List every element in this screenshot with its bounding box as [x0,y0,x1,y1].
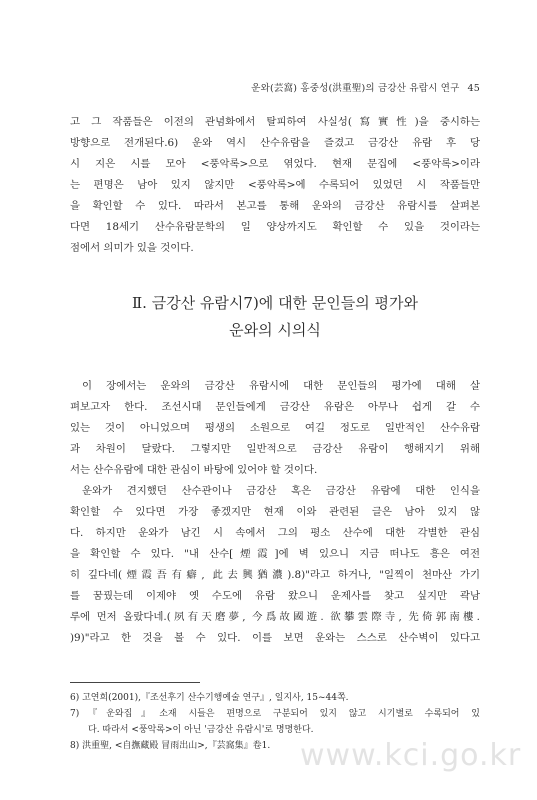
footnote-7: 7)『운와집』소재 시들은 편명으로 구분되어 있지 않고 시기별로 수록되어 있 [70,709,480,719]
body-line: 을 확인할 수 있다. 따라서 본고를 통해 운와의 금강산 유람시를 살펴본 [70,200,480,212]
body-line: 를 꿈꿨는데 이제야 옛 수도에 유람 왔으니 운제사를 찾고 싶지만 곽남 [70,590,480,602]
body-line: 시 지은 시를 모아 <풍악록>으로 엮었다. 현재 문집에 <풍악록>이라 [70,158,480,170]
body-line: 이 장에서는 운와의 금강산 유람시에 대한 문인들의 평가에 대해 살 [82,380,480,392]
body-line: 확인할 수 있다면 가장 좋겠지만 현재 이와 관련된 글은 남아 있지 않 [70,506,480,518]
section-heading [70,290,480,344]
footnote-8: 8) 洪重聖, <自撫藏殿 冒雨出山>,『芸窩集』卷1. [70,741,271,751]
body-line: 과 차원이 달랐다. 그렇지만 일반적으로 금강산 유람이 행해지기 위해 [70,443,480,455]
body-line: 다. 하지만 운와가 남긴 시 속에서 그의 평소 산수에 대한 각별한 관심 [70,527,480,539]
body-line: 방향으로 전개된다.6) 운와 역시 산수유람을 즐겼고 금강산 유람 후 당 [70,137,480,149]
body-line: 루에 먼저 올랐다네.(夙有天磨夢, 今爲故國遊. 欲攀雲際寺, 先倚郭南樓. [70,611,480,623]
footnote-6: 6) 고연희(2001),『조선후기 산수기행예술 연구』, 일지사, 15~44쪽. [70,693,349,703]
section-heading-line2: 운와의 시의식 [229,321,321,339]
body-line: 점에서 의미가 있을 것이다. [70,242,194,254]
footnote-divider [70,682,200,683]
running-head [70,80,480,94]
paragraph-landscape [70,481,480,649]
running-head-title: 운와(芸窩) 홍중성(洪重聖)의 금강산 유람시 연구 [251,83,460,94]
paragraph-intro [70,112,480,259]
body-line: 다면 18세기 산수유람문학의 일 양상까지도 확인할 수 있을 것이라는 [70,221,480,233]
body-line: 히 깊다네(煙霞吾有癖, 此去興猶濃).8)"라고 하거나, "일찍이 천마산 가기 [70,569,480,581]
body-line: 있는 것이 아니었으며 평생의 소원으로 여길 정도로 일반적인 산수유람 [70,422,480,434]
body-line: 을 확인할 수 있다. "내 산수[煙霞]에 벽 있으니 지금 떠나도 흥은 여전 [70,548,480,560]
body-line: 운와가 견지했던 산수관이나 금강산 혹은 금강산 유람에 대한 인식을 [82,485,480,497]
body-line: 고 그 작품들은 이전의 관념화에서 탈피하여 사실성(寫實性)을 중시하는 [70,116,480,128]
watermark: www.kci.go.kr [300,738,522,773]
body-line: 는 편명은 남아 있지 않지만 <풍악록>에 수록되어 있었던 시 작품들만 [70,179,480,191]
footnote-7-continued: 다. 따라서 <풍악록>이 아닌 '금강산 유람시'로 명명한다. [88,725,314,735]
body-line: )9)"라고 한 것을 볼 수 있다. 이를 보면 운와는 스스로 산수벽이 있다고 [70,632,480,644]
body-line: 펴보고자 한다. 조선시대 문인들에게 금강산 유람은 아무나 쉽게 갈 수 [70,401,480,413]
body-line: 서는 산수유람에 대한 관심이 바탕에 있어야 할 것이다. [70,464,318,476]
paragraph-evaluation [70,376,480,481]
section-heading-line1: Ⅱ. 금강산 유람시7)에 대한 문인들의 평가와 [131,294,419,312]
page-number: 45 [467,83,480,94]
